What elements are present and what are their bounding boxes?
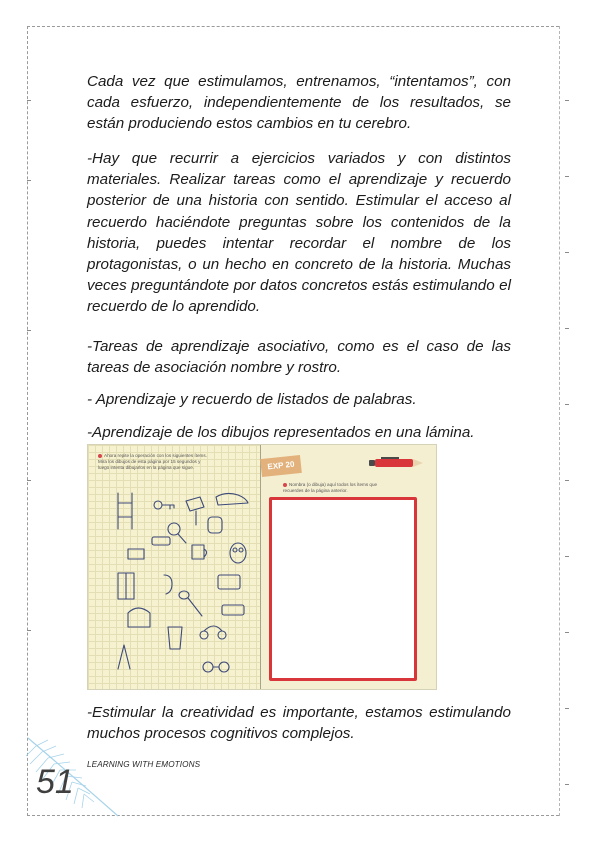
instruction-text: Ahora repite la operación con los siguientes ítems. Mira los dibujos de esta página por 15 segundos y luego intenta dibujarlos en la página que sigue. xyxy=(98,453,207,470)
exercise-right-instruction xyxy=(283,482,393,494)
paragraph-text: - Aprendizaje y recuerdo de listados de palabras. xyxy=(87,391,417,408)
pen-icon xyxy=(367,455,425,471)
crop-tick xyxy=(565,556,569,557)
paragraph-word-lists xyxy=(87,389,511,410)
crop-tick xyxy=(565,252,569,253)
paragraph-creativity xyxy=(87,702,511,744)
drawing-area xyxy=(269,497,417,681)
crop-tick xyxy=(565,328,569,329)
crop-tick xyxy=(27,330,31,331)
crop-tick xyxy=(27,630,31,631)
paragraph-text: -Hay que recurrir a ejercicios variados y con distintos materiales. Realizar tareas como el aprendizaje y recuerdo posterior de una historia con sentido. Estimular el acceso al recuerdo haciéndote preguntas sobre los contenidos de la historia, puedes intentar recordar el nombre de los protagonistas, o un hecho en concreto de la historia. Muchas veces preguntándote por datos concretos estás estimulando el recuerdo de lo aprendido. xyxy=(87,150,511,316)
crop-tick xyxy=(565,404,569,405)
paragraph-text: -Estimular la creatividad es importante, estamos estimulando muchos procesos cognitivos complejos. xyxy=(87,704,511,743)
bullet-icon xyxy=(283,483,287,487)
paragraph-brain-changes xyxy=(87,71,511,135)
crop-tick xyxy=(27,100,31,101)
paragraph-varied-exercises xyxy=(87,148,511,318)
instruction-text: Nombra (o dibuja) aquí todos los ítems que recuerdes de la página anterior. xyxy=(283,482,378,493)
page-number: 51 xyxy=(36,763,74,801)
paragraph-associative-tasks xyxy=(87,336,511,378)
footer-series-label: LEARNING WITH EMOTIONS xyxy=(87,760,201,769)
crop-tick xyxy=(27,180,31,181)
crop-tick xyxy=(565,632,569,633)
exercise-recall-page xyxy=(261,445,436,689)
paragraph-text: -Tareas de aprendizaje asociativo, como es el caso de las tareas de asociación nombre y rostro. xyxy=(87,338,511,377)
exercise-badge: EXP 20 xyxy=(260,455,302,477)
exercise-items-page xyxy=(88,445,261,689)
paragraph-drawings xyxy=(87,422,511,443)
page-frame-right-edge xyxy=(559,26,560,816)
crop-tick xyxy=(565,480,569,481)
paragraph-text: -Aprendizaje de los dibujos representados en una lámina. xyxy=(87,424,475,441)
crop-tick xyxy=(27,480,31,481)
paragraph-text: Cada vez que estimulamos, entrenamos, “intentamos”, con cada esfuerzo, independientemente de los resultados, se están produciendo estos cambios en tu cerebro. xyxy=(87,73,511,133)
crop-tick xyxy=(565,176,569,177)
crop-tick xyxy=(565,708,569,709)
memory-exercise-illustration xyxy=(87,444,437,690)
doodle-items-icon xyxy=(88,445,260,689)
page-frame xyxy=(27,26,559,816)
crop-tick xyxy=(565,784,569,785)
crop-tick xyxy=(565,100,569,101)
